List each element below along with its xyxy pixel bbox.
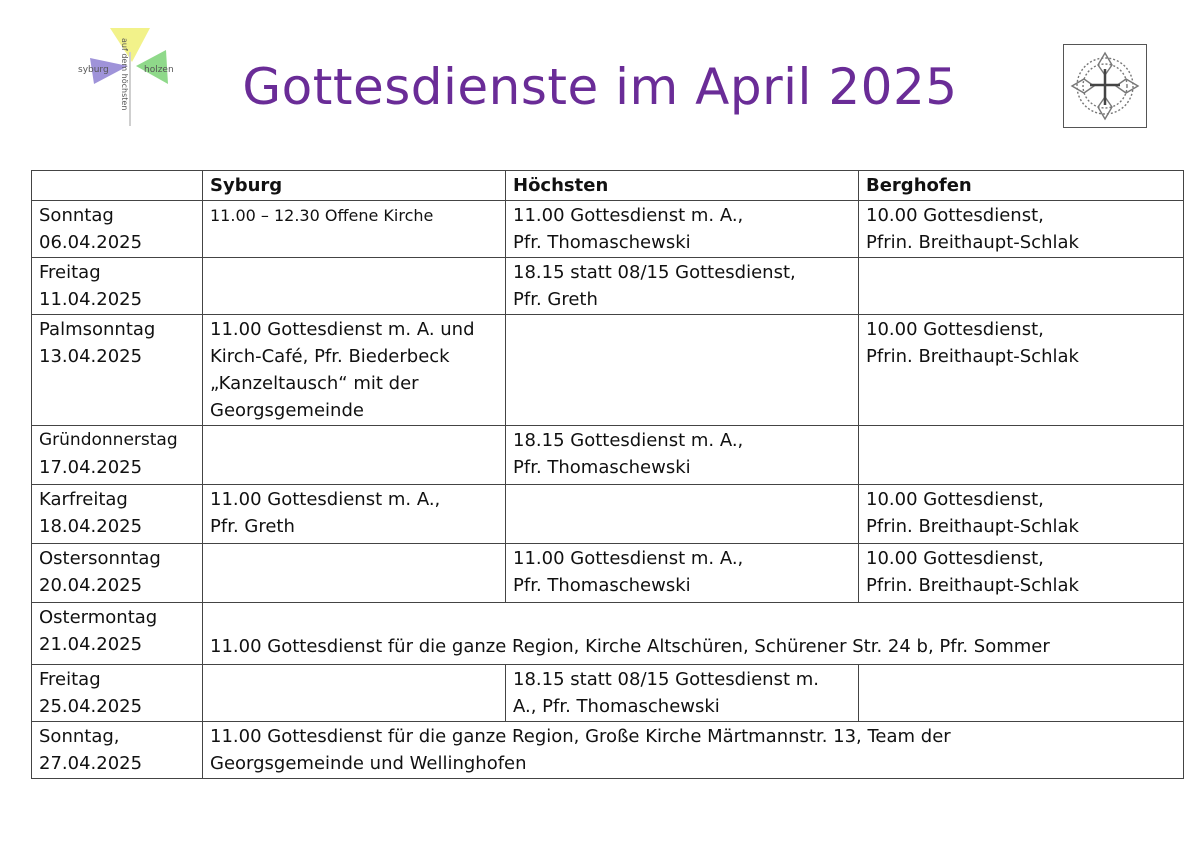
- day-cell: [32, 258, 203, 315]
- cell-line: Georgsgemeinde und Wellinghofen: [210, 753, 527, 774]
- day-name: Ostermontag: [39, 607, 158, 628]
- syburg-cell: [203, 426, 506, 485]
- berghofen-cell: [859, 258, 1184, 315]
- day-date: 18.04.2025: [39, 516, 143, 537]
- page-title: Gottesdienste im April 2025: [242, 58, 958, 116]
- cell-line: 18.15 Gottesdienst m. A.,: [513, 430, 744, 451]
- table-row: [32, 665, 1184, 722]
- cell-line: Georgsgemeinde: [210, 400, 364, 421]
- region-service-cell: [203, 722, 1184, 779]
- logo-vertical-text: auf dem höchsten: [120, 38, 129, 111]
- cell-line: Pfr. Greth: [210, 516, 295, 537]
- cell-line: Pfr. Thomaschewski: [513, 232, 691, 253]
- day-name: Palmsonntag: [39, 319, 156, 340]
- day-cell: [32, 665, 203, 722]
- day-date: 13.04.2025: [39, 346, 143, 367]
- syburg-cell: [203, 544, 506, 603]
- cell-line: 11.00 Gottesdienst m. A. und: [210, 319, 475, 340]
- day-cell: [32, 603, 203, 665]
- cell-line: Pfrin. Breithaupt-Schlak: [866, 516, 1079, 537]
- syburg-cell: [203, 665, 506, 722]
- hoechsten-cell: [506, 426, 859, 485]
- berghofen-cell: [859, 665, 1184, 722]
- cell-line: Pfr. Thomaschewski: [513, 457, 691, 478]
- cell-line: 10.00 Gottesdienst,: [866, 548, 1044, 569]
- header-cell-day: [32, 171, 203, 201]
- day-cell: [32, 426, 203, 485]
- day-date: 06.04.2025: [39, 232, 143, 253]
- table-row: [32, 544, 1184, 603]
- header-cell-hoechsten: Höchsten: [506, 171, 859, 201]
- cell-line: 11.00 Gottesdienst m. A.,: [210, 489, 441, 510]
- cross-emblem-icon: [1063, 44, 1147, 128]
- cell-line: 10.00 Gottesdienst,: [866, 205, 1044, 226]
- berghofen-cell: [859, 201, 1184, 258]
- hoechsten-cell: [506, 665, 859, 722]
- day-date: 21.04.2025: [39, 634, 143, 655]
- table-row: [32, 258, 1184, 315]
- day-name: Karfreitag: [39, 489, 128, 510]
- table-row: [32, 426, 1184, 485]
- day-cell: [32, 201, 203, 258]
- day-date: 25.04.2025: [39, 696, 143, 717]
- region-service-cell: [203, 603, 1184, 665]
- cell-line: Pfrin. Breithaupt-Schlak: [866, 346, 1079, 367]
- cell-line: Pfr. Greth: [513, 289, 598, 310]
- berghofen-cell: [859, 485, 1184, 544]
- day-name: Sonntag,: [39, 726, 120, 747]
- cell-line: 11.00 – 12.30 Offene Kirche: [210, 206, 434, 225]
- day-date: 20.04.2025: [39, 575, 143, 596]
- service-schedule-table: [31, 170, 1184, 779]
- day-date: 27.04.2025: [39, 753, 143, 774]
- day-name: Sonntag: [39, 205, 114, 226]
- cell-line: 10.00 Gottesdienst,: [866, 319, 1044, 340]
- day-cell: [32, 315, 203, 426]
- cell-line: Pfrin. Breithaupt-Schlak: [866, 232, 1079, 253]
- berghofen-cell: [859, 544, 1184, 603]
- table-row: [32, 315, 1184, 426]
- cell-line: Pfrin. Breithaupt-Schlak: [866, 575, 1079, 596]
- cell-line: 10.00 Gottesdienst,: [866, 489, 1044, 510]
- day-name: Freitag: [39, 669, 101, 690]
- cell-line: 11.00 Gottesdienst m. A.,: [513, 548, 744, 569]
- berghofen-cell: [859, 315, 1184, 426]
- cell-line: Kirch-Café, Pfr. Biederbeck: [210, 346, 450, 367]
- logo-word-right: holzen: [144, 65, 174, 75]
- table-row: [32, 722, 1184, 779]
- logo-word-left: syburg: [78, 65, 109, 75]
- table-row: [32, 603, 1184, 665]
- table-row: [32, 485, 1184, 544]
- cell-line: A., Pfr. Thomaschewski: [513, 696, 720, 717]
- table-row: [32, 201, 1184, 258]
- syburg-cell: [203, 485, 506, 544]
- hoechsten-cell: [506, 315, 859, 426]
- hoechsten-cell: [506, 258, 859, 315]
- syburg-cell: [203, 201, 506, 258]
- syburg-cell: [203, 315, 506, 426]
- day-cell: [32, 485, 203, 544]
- berghofen-cell: [859, 426, 1184, 485]
- syburg-cell: [203, 258, 506, 315]
- table-header-row: [32, 171, 1184, 201]
- day-name: Freitag: [39, 262, 101, 283]
- day-cell: [32, 722, 203, 779]
- cell-line: 11.00 Gottesdienst m. A.,: [513, 205, 744, 226]
- cell-line: 11.00 Gottesdienst für die ganze Region, Große Kirche Märtmannstr. 13, Team der: [210, 726, 951, 747]
- day-cell: [32, 544, 203, 603]
- hoechsten-cell: [506, 201, 859, 258]
- day-date: 11.04.2025: [39, 289, 143, 310]
- cell-line: Pfr. Thomaschewski: [513, 575, 691, 596]
- cell-line: „Kanzeltausch“ mit der: [210, 373, 419, 394]
- hoechsten-cell: [506, 544, 859, 603]
- cell-line: 18.15 statt 08/15 Gottesdienst,: [513, 262, 796, 283]
- day-name: Ostersonntag: [39, 548, 161, 569]
- header-cell-berghofen: Berghofen: [859, 171, 1184, 201]
- cell-line: 18.15 statt 08/15 Gottesdienst m.: [513, 669, 819, 690]
- day-date: 17.04.2025: [39, 457, 143, 478]
- header-cell-syburg: Syburg: [203, 171, 506, 201]
- cell-line: 11.00 Gottesdienst für die ganze Region, Kirche Altschüren, Schürener Str. 24 b, Pfr. Sommer: [210, 636, 1050, 657]
- hoechsten-cell: [506, 485, 859, 544]
- day-name: Gründonnerstag: [39, 430, 178, 450]
